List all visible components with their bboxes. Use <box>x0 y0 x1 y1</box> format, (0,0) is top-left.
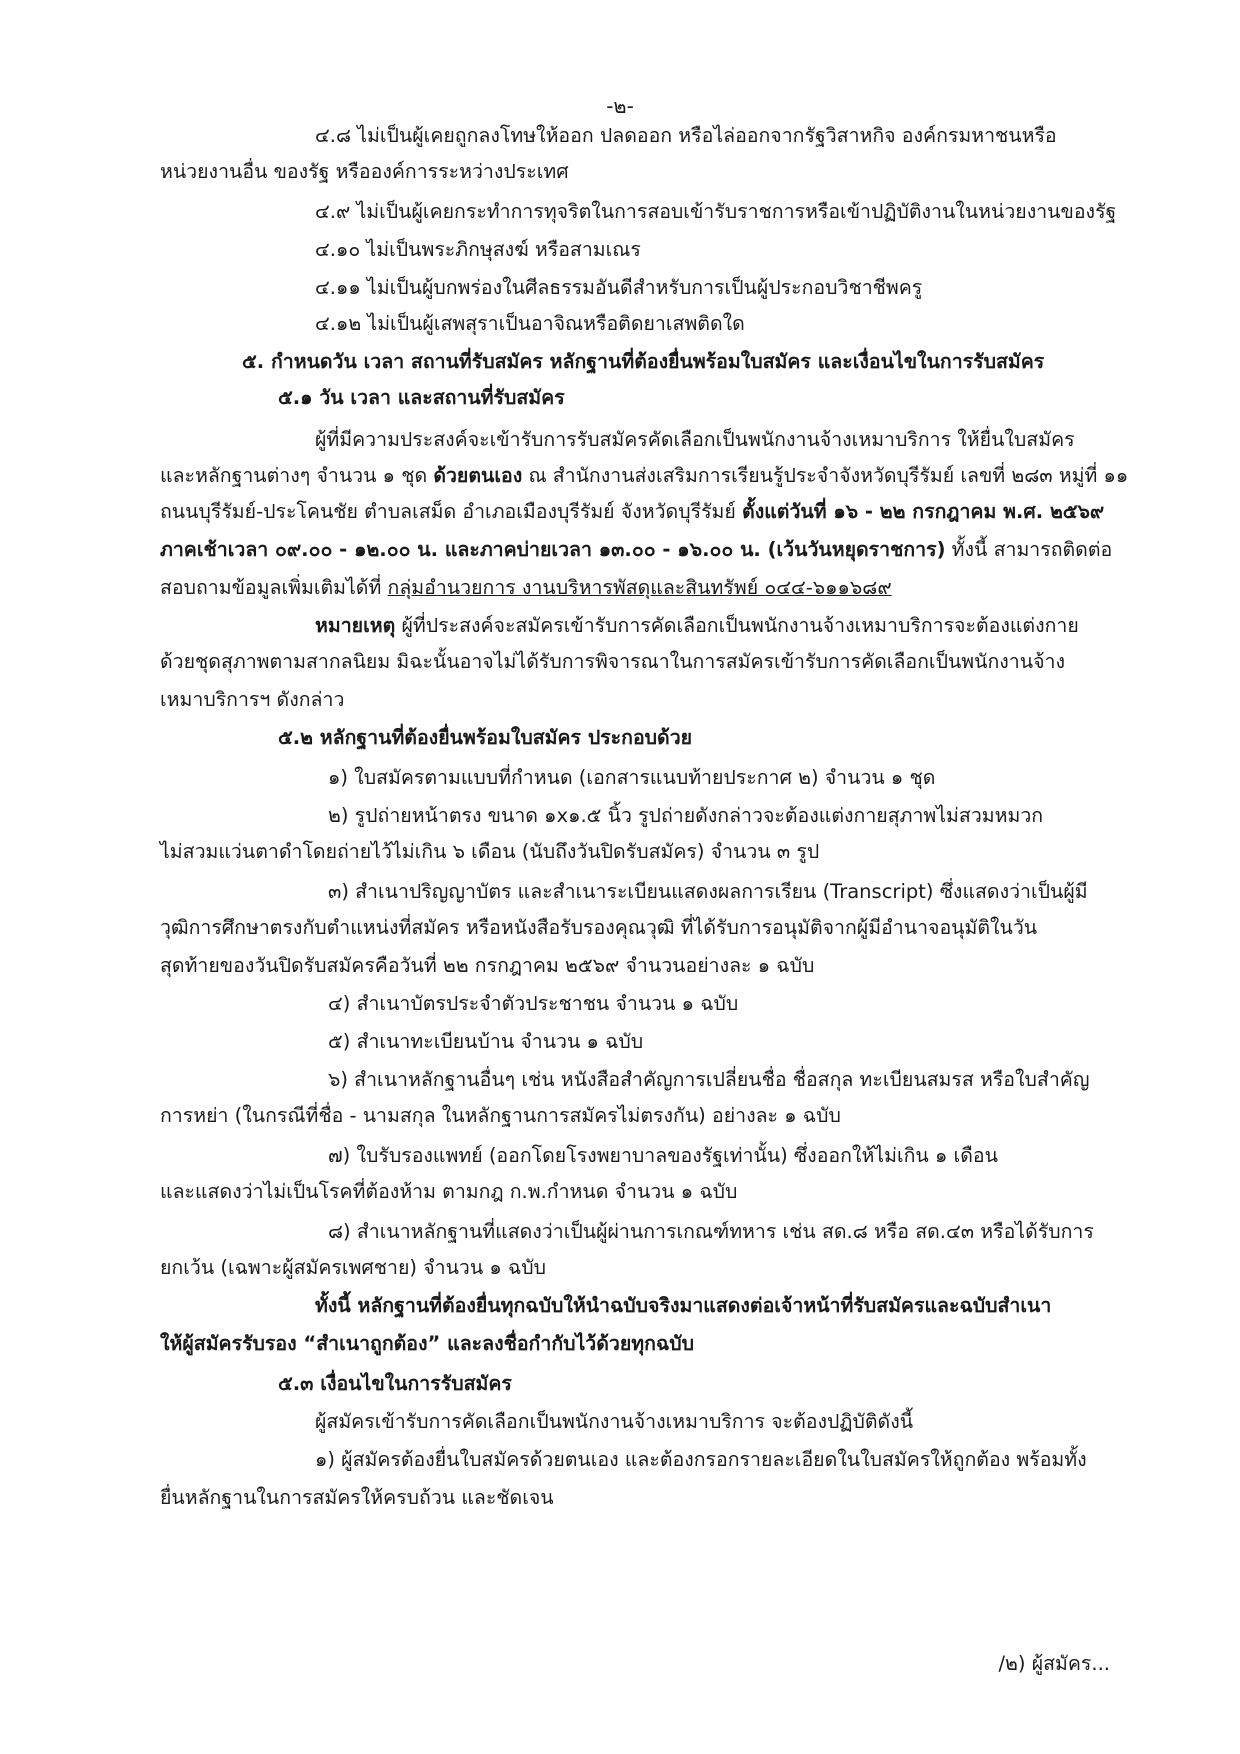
text-segment: การหย่า (ในกรณีที่ชื่อ - นามสกุล ในหลักฐานการสมัครไม่ตรงกัน) อย่างละ ๑ ฉบับ <box>160 1104 841 1127</box>
contact-link-text: กลุ่มอำนวยการ งานบริหารพัสดุและสินทรัพย์ ๐๔๔-๖๑๑๖๘๙ <box>387 576 892 599</box>
text-line <box>160 1250 1120 1286</box>
text-line <box>328 1062 1120 1098</box>
bold-text: ๕.๒ หลักฐานที่ต้องยื่นพร้อมใบสมัคร ประกอบด้วย <box>278 726 693 749</box>
text-segment: ๘) สำเนาหลักฐานที่แสดงว่าเป็นผู้ผ่านการเกณฑ์ทหาร เช่น สด.๘ หรือ สด.๔๓ หรือได้รับการ <box>328 1220 1094 1243</box>
text-line <box>315 1404 1120 1440</box>
text-line <box>315 306 1120 342</box>
text-segment: ณ สำนักงานส่งเสริมการเรียนรู้ประจำจังหวัดบุรีรัมย์ เลขที่ ๒๘๓ หมู่ที่ ๑๑ <box>522 464 1129 487</box>
text-line <box>315 232 1120 268</box>
text-line <box>328 986 1120 1022</box>
text-segment: ๒) รูปถ่ายหน้าตรง ขนาด ๑x๑.๕ นิ้ว รูปถ่ายดังกล่าวจะต้องแต่งกายสุภาพไม่สวมหมวก <box>328 804 1044 827</box>
text-line <box>328 1024 1120 1060</box>
text-segment: ๗) ใบรับรองแพทย์ (ออกโดยโรงพยาบาลของรัฐเท่านั้น) ซึ่งออกให้ไม่เกิน ๑ เดือน <box>328 1144 998 1167</box>
bold-text: ทั้งนี้ หลักฐานที่ต้องยื่นทุกฉบับให้นำฉบับจริงมาแสดงต่อเจ้าหน้าที่รับสมัครและฉบับสำเนา <box>315 1294 1052 1317</box>
text-line <box>328 798 1120 834</box>
text-line <box>278 720 1120 756</box>
text-segment: ยกเว้น (เฉพาะผู้สมัครเพศชาย) จำนวน ๑ ฉบับ <box>160 1256 547 1279</box>
text-segment: ๖) สำเนาหลักฐานอื่นๆ เช่น หนังสือสำคัญการเปลี่ยนชื่อ ชื่อสกุล ทะเบียนสมรส หรือใบสำคัญ <box>328 1068 1090 1091</box>
text-line <box>278 1366 1120 1402</box>
text-line <box>328 760 1120 796</box>
text-line <box>278 380 1120 416</box>
text-line <box>160 154 1120 190</box>
text-segment: ผู้สมัครเข้ารับการคัดเลือกเป็นพนักงานจ้างเหมาบริการ จะต้องปฏิบัติดังนี้ <box>315 1410 914 1433</box>
text-segment: ผู้ที่มีความประสงค์จะเข้ารับการรับสมัครคัดเลือกเป็นพนักงานจ้างเหมาบริการ ให้ยื่นใบสมัคร <box>315 428 1075 451</box>
bold-text: ๕.๑ วัน เวลา และสถานที่รับสมัคร <box>278 386 565 409</box>
text-line <box>160 1480 1120 1516</box>
bold-text: ให้ผู้สมัครรับรอง “สำเนาถูกต้อง” และลงชื่อกำกับไว้ด้วยทุกฉบับ <box>160 1332 694 1355</box>
text-segment: ๔.๑๒ ไม่เป็นผู้เสพสุราเป็นอาจิณหรือติดยาเสพติดใด <box>315 312 745 335</box>
text-segment: ๔.๑๑ ไม่เป็นผู้บกพร่องในศีลธรรมอันดีสำหรับการเป็นผู้ประกอบวิชาชีพครู <box>315 276 923 299</box>
text-line <box>160 834 1120 870</box>
text-line <box>160 682 1120 718</box>
text-line <box>242 344 1120 380</box>
text-segment: ๓) สำเนาปริญญาบัตร และสำเนาระเบียนแสดงผลการเรียน (Transcript) ซึ่งแสดงว่าเป็นผู้มี <box>328 880 1088 903</box>
text-line <box>315 1288 1120 1324</box>
text-segment: ๑) ผู้สมัครต้องยื่นใบสมัครด้วยตนเอง และต้องกรอกรายละเอียดในใบสมัครให้ถูกต้อง พร้อมทั้ง <box>315 1448 1087 1471</box>
bold-text: ภาคเช้าเวลา ๐๙.๐๐ - ๑๒.๐๐ น. และภาคบ่ายเวลา ๑๓.๐๐ - ๑๖.๐๐ น. (เว้นวันหยุดราชการ) <box>160 538 946 561</box>
bold-text: ตั้งแต่วันที่ ๑๖ - ๒๒ กรกฎาคม พ.ศ. ๒๕๖๙ <box>742 500 1105 523</box>
text-line <box>160 1174 1120 1210</box>
text-line <box>160 532 1120 568</box>
text-segment: ยื่นหลักฐานในการสมัครให้ครบถ้วน และชัดเจน <box>160 1486 554 1509</box>
text-segment: สอบถามข้อมูลเพิ่มเติมได้ที่ <box>160 576 388 599</box>
text-segment: ไม่สวมแว่นตาดำโดยถ่ายไว้ไม่เกิน ๖ เดือน (นับถึงวันปิดรับสมัคร) จำนวน ๓ รูป <box>160 840 820 863</box>
text-line <box>160 570 1120 606</box>
text-segment: ๔.๙ ไม่เป็นผู้เคยกระทำการทุจริตในการสอบเข้ารับราชการหรือเข้าปฏิบัติงานในหน่วยงานของรัฐ <box>315 200 1117 223</box>
text-segment: และแสดงว่าไม่เป็นโรคที่ต้องห้าม ตามกฎ ก.พ.กำหนด จำนวน ๑ ฉบับ <box>160 1180 738 1203</box>
bold-text: ๕. กำหนดวัน เวลา สถานที่รับสมัคร หลักฐานที่ต้องยื่นพร้อมใบสมัคร และเงื่อนไขในการรับสมัคร <box>242 350 1045 373</box>
text-segment: สุดท้ายของวันปิดรับสมัครคือวันที่ ๒๒ กรกฎาคม ๒๕๖๙ จำนวนอย่างละ ๑ ฉบับ <box>160 954 815 977</box>
text-segment: วุฒิการศึกษาตรงกับตำแหน่งที่สมัคร หรือหนังสือรับรองคุณวุฒิ ที่ได้รับการอนุมัติจากผู้มีอำนาจอนุมัติในวัน <box>160 916 1038 939</box>
text-line <box>328 874 1120 910</box>
text-line <box>315 270 1120 306</box>
text-segment: ๑) ใบสมัครตามแบบที่กำหนด (เอกสารแนบท้ายประกาศ ๒) จำนวน ๑ ชุด <box>328 766 936 789</box>
text-segment: ๔.๘ ไม่เป็นผู้เคยถูกลงโทษให้ออก ปลดออก หรือไล่ออกจากรัฐวิสาหกิจ องค์กรมหาชนหรือ <box>315 124 1057 147</box>
text-line <box>328 1138 1120 1174</box>
text-line <box>160 948 1120 984</box>
text-line <box>160 458 1129 494</box>
text-segment: ๔.๑๐ ไม่เป็นพระภิกษุสงฆ์ หรือสามเณร <box>315 238 641 261</box>
text-line <box>315 118 1120 154</box>
text-line <box>160 494 1120 530</box>
text-segment: ด้วยชุดสุภาพตามสากลนิยม มิฉะนั้นอาจไม่ได้รับการพิจารณาในการสมัครเข้ารับการคัดเลือกเป็นพนักงานจ้าง <box>160 650 1065 673</box>
text-line <box>315 194 1120 230</box>
text-segment: ๕) สำเนาทะเบียนบ้าน จำนวน ๑ ฉบับ <box>328 1030 644 1053</box>
text-line <box>160 1326 1120 1362</box>
bold-text: ๕.๓ เงื่อนไขในการรับสมัคร <box>278 1372 512 1395</box>
text-line <box>328 1214 1120 1250</box>
text-segment: ทั้งนี้ สามารถติดต่อ <box>945 538 1113 561</box>
page-number: -๒- <box>606 94 634 118</box>
text-segment: เหมาบริการฯ ดังกล่าว <box>160 688 345 711</box>
text-line <box>315 608 1120 644</box>
continuation-footer: /๒) ผู้สมัคร... <box>998 1652 1110 1675</box>
text-segment: ผู้ที่ประสงค์จะสมัครเข้ารับการคัดเลือกเป็นพนักงานจ้างเหมาบริการจะต้องแต่งกาย <box>395 614 1079 637</box>
bold-text: หมายเหตุ <box>315 614 396 637</box>
text-line <box>315 422 1120 458</box>
text-line <box>160 644 1120 680</box>
text-segment: และหลักฐานต่างๆ จำนวน ๑ ชุด <box>160 464 434 487</box>
text-segment: ๔) สำเนาบัตรประจำตัวประชาชน จำนวน ๑ ฉบับ <box>328 992 739 1015</box>
text-segment: หน่วยงานอื่น ของรัฐ หรือองค์การระหว่างประเทศ <box>160 160 569 183</box>
text-line <box>160 1098 1120 1134</box>
text-line <box>315 1442 1120 1478</box>
text-segment: ถนนบุรีรัมย์-ประโคนชัย ตำบลเสม็ด อำเภอเมืองบุรีรัมย์ จังหวัดบุรีรัมย์ <box>160 500 743 523</box>
text-line <box>160 910 1120 946</box>
bold-text: ด้วยตนเอง <box>433 464 523 487</box>
